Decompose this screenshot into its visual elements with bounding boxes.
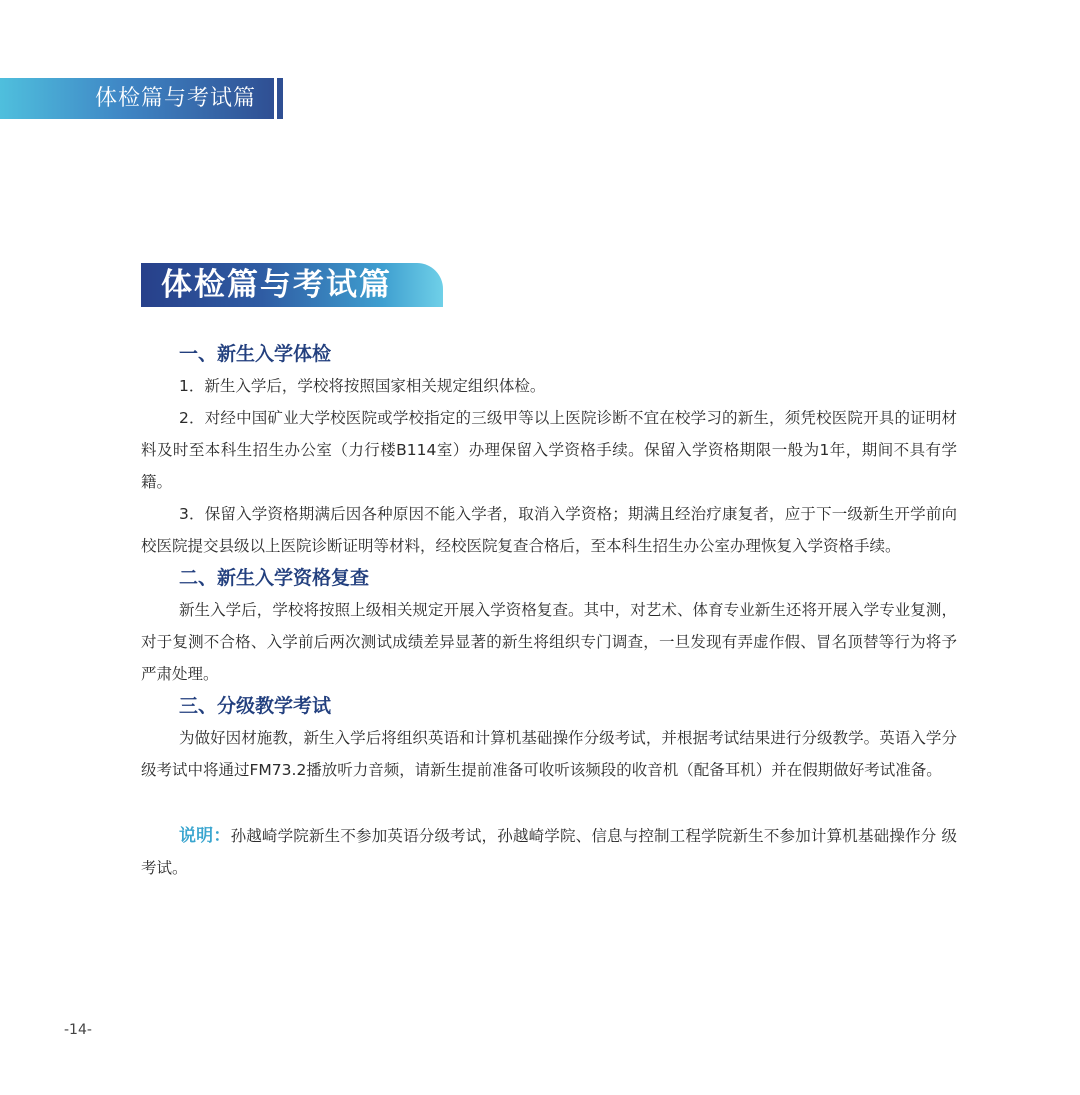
- note-label: 说明：: [179, 826, 231, 846]
- paragraph: 1．新生入学后，学校将按照国家相关规定组织体检。: [179, 377, 546, 395]
- heading-physical-exam: 一、新生入学体检: [179, 343, 332, 365]
- paragraph: 为做好因材施教，新生入学后将组织英语和计算机基础操作分级考试，并根据考试结果进行分级教学。英语入学分级考试中将通过FM73.2播放听力音频，请新生提前准备可收听该频段的收音机（配备耳机）并在假期做好考试准备。: [141, 729, 957, 779]
- paragraph: 2．对经中国矿业大学校医院或学校指定的三级甲等以上医院诊断不宜在校学习的新生，须凭校医院开具的证明材料及时至本科生招生办公室（力行楼B114室）办理保留入学资格手续。保留入学资格期限一般为1年，期间不具有学籍。: [141, 409, 957, 491]
- paragraph: 新生入学后，学校将按照上级相关规定开展入学资格复查。其中，对艺术、体育专业新生还将开展入学专业复测，对于复测不合格、入学前后两次测试成绩差异显著的新生将组织专门调查，一旦发现有弄虚作假、冒名顶替等行为将予严肃处理。: [141, 601, 957, 683]
- header-title: 体检篇与考试篇: [95, 86, 257, 111]
- note-text: 孙越崎学院新生不参加英语分级考试，孙越崎学院、信息与控制工程学院新生不参加计算机基础操作分 级考试。: [141, 827, 958, 877]
- note: [141, 820, 957, 884]
- page-number: -14-: [64, 1022, 92, 1038]
- document-body: [141, 338, 957, 900]
- section-title: 体检篇与考试篇: [161, 267, 392, 303]
- heading-placement-exam: 三、分级教学考试: [179, 695, 332, 717]
- header-band-accent: [277, 78, 283, 119]
- paragraph: 3．保留入学资格期满后因各种原因不能入学者，取消入学资格；期满且经治疗康复者，应于下一级新生开学前向校医院提交县级以上医院诊断证明等材料，经校医院复查合格后，至本科生招生办公室办理恢复入学资格手续。: [141, 505, 957, 555]
- heading-qualification-review: 二、新生入学资格复查: [179, 567, 370, 589]
